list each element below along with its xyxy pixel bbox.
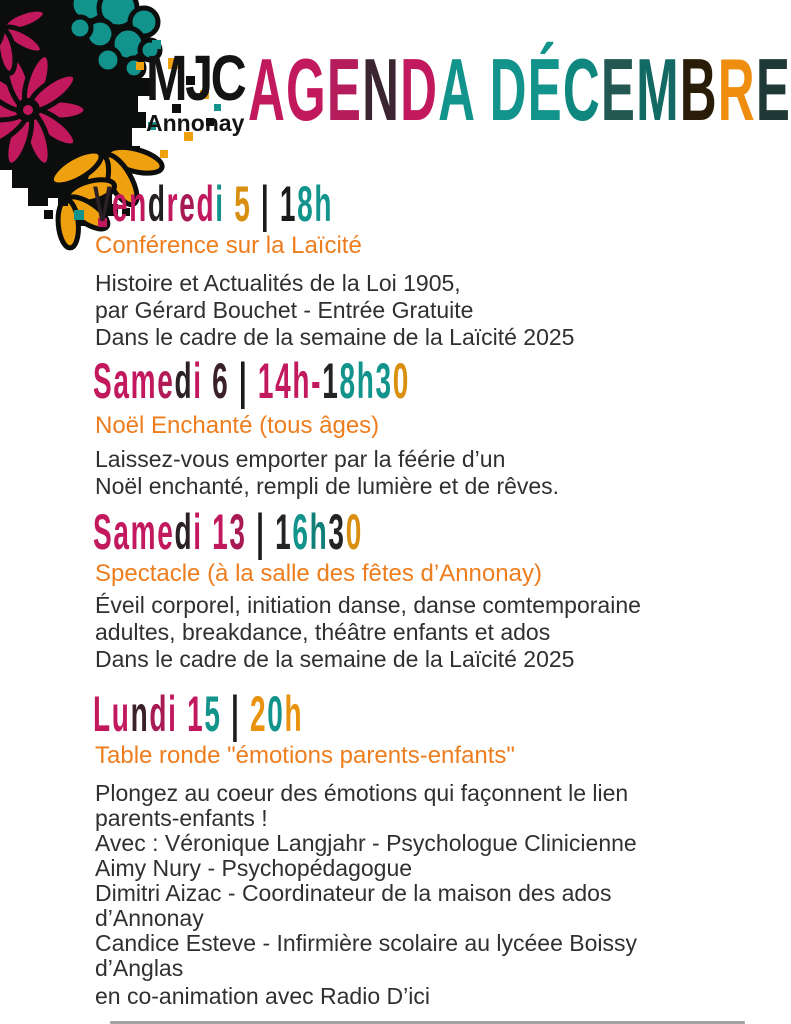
event-2-subtitle: Noël Enchanté (tous âges) xyxy=(95,412,380,439)
body-line: d’Anglas xyxy=(95,955,184,981)
event-4-coanimation-note: en co-animation avec Radio D’ici xyxy=(95,983,430,1009)
body-line: Noël enchanté, rempli de lumière et de rêves. xyxy=(95,473,560,499)
body-line: Candice Esteve - Infirmière scolaire au lycéee Boissy xyxy=(95,930,638,956)
body-line: Éveil corporel, initiation danse, danse comtemporaine xyxy=(95,592,641,618)
body-line: Histoire et Actualités de la Loi 1905, xyxy=(95,270,461,296)
event-3-description xyxy=(95,592,641,673)
event-2-description xyxy=(95,446,559,500)
event-1-subtitle: Conférence sur la Laïcité xyxy=(95,232,362,259)
logo-subname: Annonay xyxy=(146,110,245,136)
page-title: AGENDA DÉCEMBRE xyxy=(248,40,791,139)
body-line: Avec : Véronique Langjahr - Psychologue Clinicienne xyxy=(95,830,637,856)
body-line: Aimy Nury - Psychopédagogue xyxy=(95,855,413,881)
body-line: Laissez-vous emporter par la féérie d’un xyxy=(95,446,506,472)
event-2-date-heading: Samedi 6 | 14h-18h30 xyxy=(93,353,410,409)
body-line: Dans le cadre de la semaine de la Laïcité 2025 xyxy=(95,324,575,350)
event-3-date-heading: Samedi 13 | 16h30 xyxy=(93,504,363,560)
body-line: parents-enfants ! xyxy=(95,805,268,831)
body-line: Plongez au coeur des émotions qui façonnent le lien xyxy=(95,780,629,806)
logo-name: MJC xyxy=(146,42,245,114)
event-4-date-heading: Lundi 15 | 20h xyxy=(93,686,304,742)
event-4-subtitle: Table ronde "émotions parents-enfants" xyxy=(95,742,515,769)
event-3-subtitle: Spectacle (à la salle des fêtes d’Annonay) xyxy=(95,560,542,587)
body-line: d’Annonay xyxy=(95,905,204,931)
body-line: adultes, breakdance, théâtre enfants et ados xyxy=(95,619,551,645)
event-4-description xyxy=(95,781,637,981)
event-1-date-heading: Vendredi 5 | 18h xyxy=(93,176,334,232)
body-line: par Gérard Bouchet - Entrée Gratuite xyxy=(95,297,474,323)
event-1-description xyxy=(95,270,574,351)
body-line: Dans le cadre de la semaine de la Laïcité 2025 xyxy=(95,646,575,672)
body-line: Dimitri Aizac - Coordinateur de la maison des ados xyxy=(95,880,612,906)
